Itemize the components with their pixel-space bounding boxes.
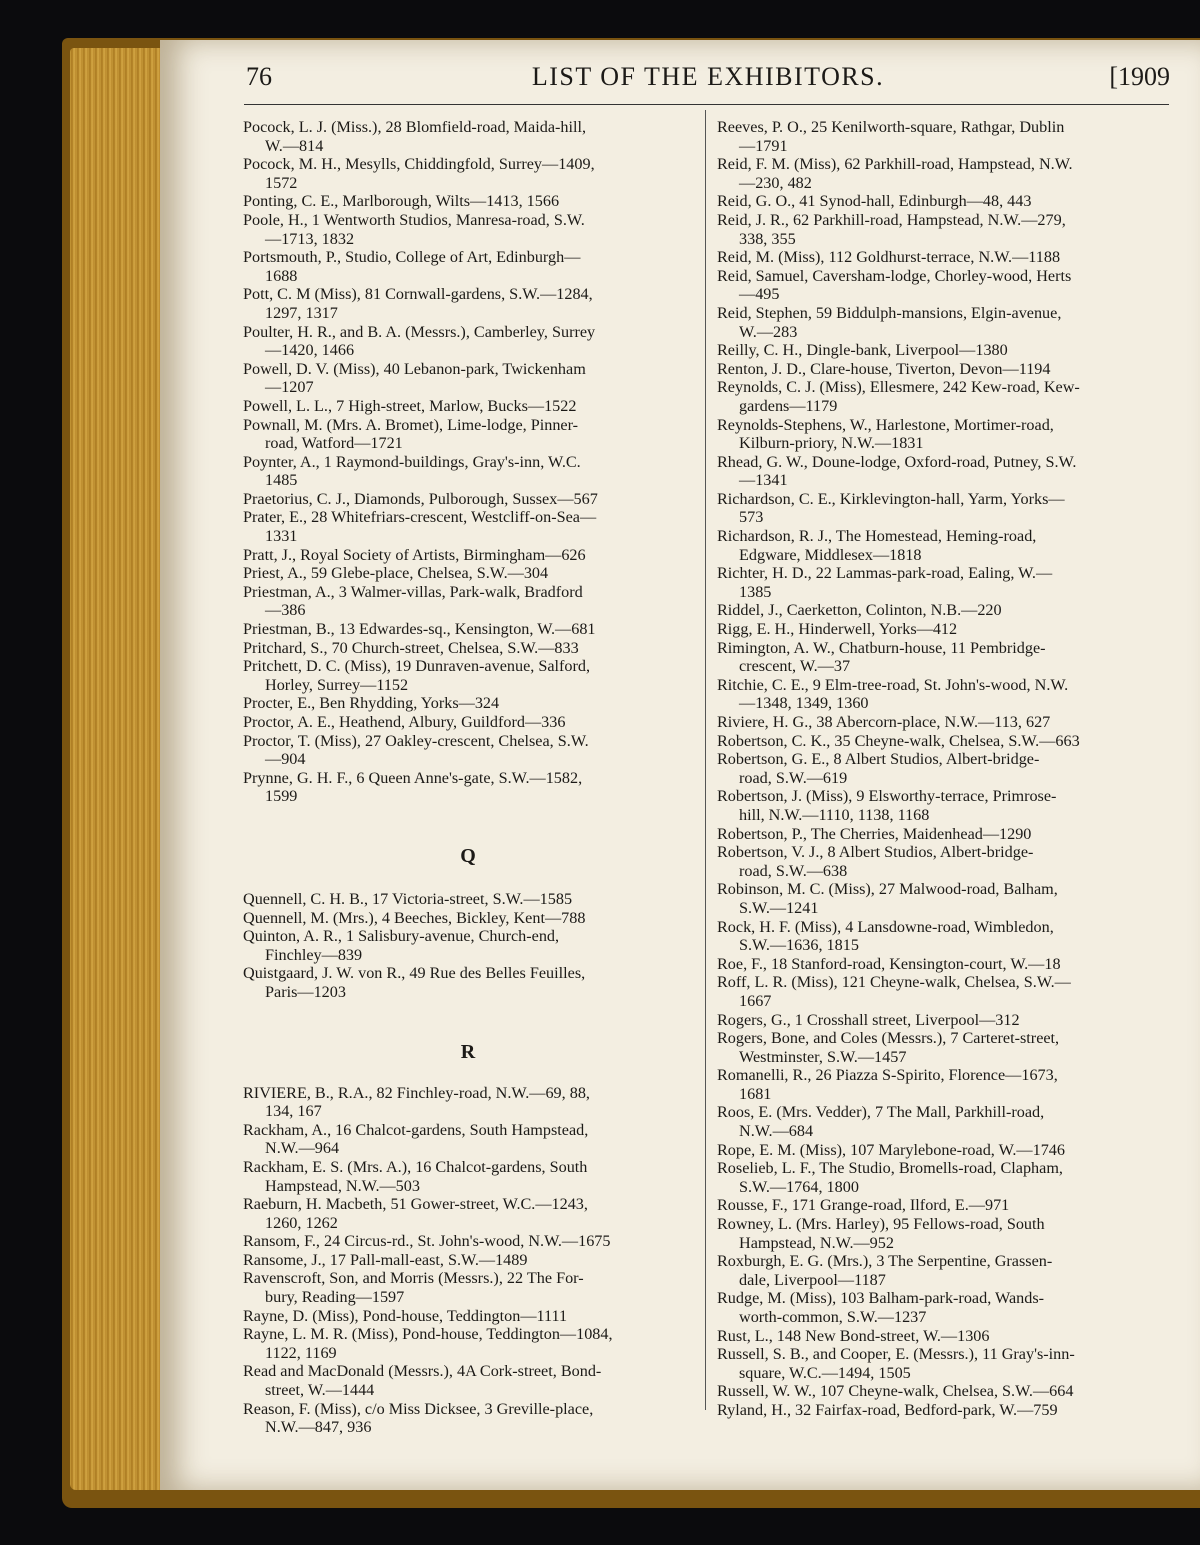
entry-continuation-line: crescent, W.—37: [739, 657, 851, 676]
exhibitor-entry: [718, 248, 1168, 267]
entry-line: Rackham, A., 16 Chalcot-gardens, South Hampstead,: [243, 1120, 589, 1139]
exhibitor-entry: [244, 964, 692, 1001]
entry-continuation-line: road, S.W.—619: [739, 768, 848, 787]
entry-line: Reid, M. (Miss), 112 Goldhurst-terrace, N.W.—1188: [717, 248, 1061, 267]
entry-line: Reynolds, C. J. (Miss), Ellesmere, 242 Kew-road, Kew-: [717, 378, 1080, 397]
entry-line: Rowney, L. (Mrs. Harley), 95 Fellows-road, South: [717, 1215, 1045, 1234]
section-heading-r: R: [460, 1040, 476, 1063]
entry-line: Quinton, A. R., 1 Salisbury-avenue, Church-end,: [243, 927, 560, 946]
exhibitor-entry: [244, 192, 692, 211]
exhibitor-entry: [244, 927, 692, 964]
exhibitor-entry: [244, 1251, 692, 1270]
exhibitor-entry: [244, 657, 692, 694]
entry-line: Priestman, A., 3 Walmer-villas, Park-walk, Bradford: [243, 582, 583, 601]
entry-line: Portsmouth, P., Studio, College of Art, Edinburgh—: [243, 248, 581, 267]
entry-line: Prater, E., 28 Whitefriars-crescent, Westcliff-on-Sea—: [243, 508, 597, 527]
entry-continuation-line: dale, Liverpool—1187: [739, 1270, 886, 1289]
entry-line: Robertson, C. K., 35 Cheyne-walk, Chelsea, S.W.—663: [717, 731, 1080, 750]
entry-continuation-line: bury, Reading—1597: [265, 1288, 405, 1307]
entry-continuation-line: square, W.C.—1494, 1505: [739, 1363, 911, 1382]
entry-line: Proctor, T. (Miss), 27 Oakley-crescent, Chelsea, S.W.: [243, 731, 589, 750]
exhibitor-entry: [718, 564, 1168, 601]
entry-line: Pocock, L. J. (Miss.), 28 Blomfield-road, Maida-hill,: [243, 118, 587, 136]
entry-continuation-line: 338, 355: [739, 229, 796, 248]
exhibitor-entry: [718, 490, 1168, 527]
entry-continuation-line: Paris—1203: [265, 982, 346, 1001]
exhibitor-entry: [244, 1362, 692, 1399]
entry-line: Ransome, J., 17 Pall-mall-east, S.W.—1489: [243, 1250, 528, 1269]
exhibitor-entry: [244, 323, 692, 360]
entry-continuation-line: hill, N.W.—1110, 1138, 1168: [739, 805, 930, 824]
entry-continuation-line: Edgware, Middlesex—1818: [739, 545, 922, 564]
exhibitor-entry: [244, 713, 692, 732]
entry-line: Roos, E. (Mrs. Vedder), 7 The Mall, Parkhill-road,: [717, 1103, 1045, 1122]
entry-line: Rock, H. F. (Miss), 4 Lansdowne-road, Wimbledon,: [717, 917, 1054, 936]
entry-continuation-line: 1122, 1169: [265, 1343, 337, 1362]
entry-continuation-line: —1713, 1832: [265, 229, 355, 248]
exhibitor-entry: [244, 453, 692, 490]
exhibitor-entry: [718, 1159, 1168, 1196]
page-number: 76: [246, 62, 272, 91]
entry-line: Reid, G. O., 41 Synod-hall, Edinburgh—48, 443: [717, 192, 1032, 211]
r-entries: [244, 1084, 692, 1437]
entry-continuation-line: —1207: [265, 378, 314, 397]
entry-line: Reid, Samuel, Caversham-lodge, Chorley-wood, Herts: [717, 266, 1072, 285]
exhibitor-entry: [244, 285, 692, 322]
entry-line: Riviere, H. G., 38 Abercorn-place, N.W.—113, 627: [717, 713, 1051, 731]
running-header: [246, 60, 1170, 100]
exhibitor-entry: [718, 843, 1168, 880]
exhibitor-entry: [244, 564, 692, 583]
exhibitor-entry: [244, 909, 692, 928]
entry-line: Rousse, F., 171 Grange-road, Ilford, E.—971: [717, 1196, 1010, 1215]
exhibitor-entry: [244, 769, 692, 806]
entry-continuation-line: 1667: [739, 991, 772, 1010]
exhibitor-entry: [718, 713, 1168, 732]
entry-line: Richardson, C. E., Kirklevington-hall, Yarm, Yorks—: [717, 489, 1065, 508]
exhibitor-entry: [718, 1401, 1168, 1420]
entry-continuation-line: worth-common, S.W.—1237: [739, 1308, 927, 1326]
entry-line: Richardson, R. J., The Homestead, Heming-road,: [717, 527, 1037, 546]
entry-continuation-line: 1297, 1317: [265, 303, 338, 322]
entry-line: Rackham, E. S. (Mrs. A.), 16 Chalcot-gardens, South: [243, 1157, 588, 1176]
exhibitor-entry: [718, 601, 1168, 620]
entry-line: Pott, C. M (Miss), 81 Cornwall-gardens, S.W.—1284,: [243, 285, 593, 304]
header-rule: [244, 104, 1169, 105]
entry-line: Richter, H. D., 22 Lammas-park-road, Ealing, W.—: [717, 564, 1053, 583]
exhibitor-entry: [244, 1400, 692, 1437]
exhibitor-entry: [244, 1325, 692, 1362]
exhibitor-entry: [244, 546, 692, 565]
entry-continuation-line: 1688: [265, 266, 298, 285]
entry-line: Poole, H., 1 Wentworth Studios, Manresa-road, S.W.: [243, 210, 585, 229]
entry-continuation-line: Horley, Surrey—1152: [265, 675, 409, 694]
exhibitor-entry: [718, 378, 1168, 415]
entry-line: Reilly, C. H., Dingle-bank, Liverpool—1380: [717, 341, 1008, 360]
entry-continuation-line: road, Watford—1721: [265, 434, 403, 453]
exhibitor-entry: [718, 1196, 1168, 1215]
entry-line: Robertson, V. J., 8 Albert Studios, Albert-bridge-: [717, 843, 1034, 862]
exhibitor-entry: [244, 1158, 692, 1195]
exhibitor-entry: [718, 527, 1168, 564]
entry-line: Powell, D. V. (Miss), 40 Lebanon-park, Twickenham: [243, 359, 586, 378]
entry-line: Rigg, E. H., Hinderwell, Yorks—412: [717, 620, 958, 639]
entry-line: Read and MacDonald (Messrs.), 4A Cork-street, Bond-: [243, 1362, 602, 1381]
entry-continuation-line: N.W.—684: [739, 1122, 814, 1141]
entry-continuation-line: —1791: [739, 136, 788, 155]
entry-continuation-line: —386: [265, 601, 306, 620]
entry-line: Raeburn, H. Macbeth, 51 Gower-street, W.C.—1243,: [243, 1195, 588, 1214]
exhibitor-entry: [718, 732, 1168, 751]
exhibitor-entry: [244, 416, 692, 453]
exhibitor-entry: [718, 1141, 1168, 1160]
entry-line: Quennell, M. (Mrs.), 4 Beeches, Bickley, Kent—788: [243, 908, 586, 927]
entry-continuation-line: 1599: [265, 787, 298, 806]
exhibitor-entry: [244, 1232, 692, 1251]
exhibitor-entry: [244, 397, 692, 416]
entry-line: Ritchie, C. E., 9 Elm-tree-road, St. John's-wood, N.W.: [717, 675, 1069, 694]
entry-line: Quennell, C. H. B., 17 Victoria-street, S.W.—1585: [243, 889, 573, 908]
exhibitor-entry: [244, 155, 692, 192]
exhibitor-entry: [718, 192, 1168, 211]
exhibitor-entry: [718, 1066, 1168, 1103]
entry-continuation-line: S.W.—1636, 1815: [739, 936, 859, 955]
entry-continuation-line: street, W.—1444: [265, 1381, 375, 1400]
exhibitor-entry: [718, 825, 1168, 844]
entry-continuation-line: Hampstead, N.W.—952: [739, 1233, 894, 1252]
r-entries-continued: [718, 118, 1168, 1420]
exhibitor-entry: [718, 918, 1168, 955]
exhibitor-entry: [244, 639, 692, 658]
entry-continuation-line: 1331: [265, 527, 298, 546]
exhibitor-entry: [244, 360, 692, 397]
entry-continuation-line: S.W.—1764, 1800: [739, 1177, 859, 1196]
exhibitor-entry: [244, 248, 692, 285]
entry-continuation-line: 1681: [739, 1084, 772, 1103]
entry-line: Rayne, L. M. R. (Miss), Pond-house, Teddington—1084,: [243, 1325, 613, 1344]
exhibitor-entry: [244, 732, 692, 769]
left-column: [244, 118, 692, 1437]
entry-continuation-line: road, S.W.—638: [739, 861, 848, 880]
exhibitor-entry: [718, 1011, 1168, 1030]
entry-continuation-line: Hampstead, N.W.—503: [265, 1176, 420, 1195]
entry-line: Rust, L., 148 New Bond-street, W.—1306: [717, 1326, 990, 1345]
entry-line: Pownall, M. (Mrs. A. Bromet), Lime-lodge, Pinner-: [243, 415, 579, 434]
entry-line: Pritchard, S., 70 Church-street, Chelsea, S.W.—833: [243, 638, 579, 657]
exhibitor-entry: [718, 750, 1168, 787]
entry-continuation-line: 134, 167: [265, 1102, 322, 1121]
entry-line: Ravenscroft, Son, and Morris (Messrs.), 22 The For-: [243, 1269, 584, 1288]
entry-continuation-line: 573: [739, 508, 764, 527]
entry-line: Reid, F. M. (Miss), 62 Parkhill-road, Hampstead, N.W.: [717, 155, 1073, 174]
exhibitor-entry: [718, 1289, 1168, 1326]
entry-line: Riddel, J., Caerketton, Colinton, N.B.—220: [717, 601, 1002, 620]
entry-line: Priest, A., 59 Glebe-place, Chelsea, S.W.—304: [243, 564, 549, 583]
exhibitor-entry: [244, 694, 692, 713]
entry-continuation-line: Westminster, S.W.—1457: [739, 1047, 907, 1066]
exhibitor-entry: [244, 583, 692, 620]
exhibitor-entry: [718, 880, 1168, 917]
right-column: [718, 118, 1168, 1420]
exhibitor-entry: [718, 787, 1168, 824]
entry-line: Robertson, G. E., 8 Albert Studios, Albert-bridge-: [717, 750, 1040, 769]
entry-line: Rogers, G., 1 Crosshall street, Liverpool—312: [717, 1010, 1020, 1029]
exhibitor-entry: [244, 1195, 692, 1232]
q-entries: [244, 890, 692, 1002]
exhibitor-entry: [718, 1029, 1168, 1066]
entry-continuation-line: —1341: [739, 471, 788, 490]
page-title: LIST OF THE EXHIBITORS.: [531, 62, 885, 91]
entry-line: Pratt, J., Royal Society of Artists, Birmingham—626: [243, 545, 586, 564]
exhibitor-entry: [718, 360, 1168, 379]
exhibitor-entry: [244, 1269, 692, 1306]
entry-line: Rudge, M. (Miss), 103 Balham-park-road, Wands-: [717, 1289, 1045, 1308]
exhibitor-entry: [244, 211, 692, 248]
exhibitor-entry: [718, 1103, 1168, 1140]
entry-continuation-line: 1260, 1262: [265, 1213, 338, 1232]
entry-line: Pocock, M. H., Mesylls, Chiddingfold, Surrey—1409,: [243, 155, 595, 174]
entry-continuation-line: 1572: [265, 173, 298, 192]
exhibitor-entry: [718, 1215, 1168, 1252]
entry-continuation-line: Finchley—839: [265, 945, 363, 964]
exhibitor-entry: [718, 1327, 1168, 1346]
entry-line: Proctor, A. E., Heathend, Albury, Guildford—336: [243, 713, 566, 731]
entry-line: Reynolds-Stephens, W., Harlestone, Mortimer-road,: [717, 415, 1054, 434]
entry-continuation-line: 1485: [265, 471, 298, 490]
entry-line: Priestman, B., 13 Edwardes-sq., Kensington, W.—681: [243, 620, 596, 639]
exhibitor-entry: [718, 1252, 1168, 1289]
entry-line: Rhead, G. W., Doune-lodge, Oxford-road, Putney, S.W.: [717, 452, 1077, 471]
entry-continuation-line: W.—814: [265, 136, 324, 155]
exhibitor-entry: [244, 490, 692, 509]
entry-line: Reid, J. R., 62 Parkhill-road, Hampstead, N.W.—279,: [717, 210, 1066, 229]
entry-line: Poynter, A., 1 Raymond-buildings, Gray's-inn, W.C.: [243, 452, 581, 471]
exhibitor-entry: [244, 508, 692, 545]
exhibitor-entry: [244, 620, 692, 639]
entry-continuation-line: N.W.—964: [265, 1139, 340, 1158]
year-label: [1909: [1109, 62, 1170, 91]
entry-line: RIVIERE, B., R.A., 82 Finchley-road, N.W.—69, 88,: [243, 1083, 590, 1102]
exhibitor-entry: [718, 973, 1168, 1010]
exhibitor-entry: [718, 118, 1168, 155]
entry-line: Ransom, F., 24 Circus-rd., St. John's-wood, N.W.—1675: [243, 1232, 611, 1251]
exhibitor-entry: [718, 304, 1168, 341]
exhibitor-entry: [718, 341, 1168, 360]
entry-continuation-line: —230, 482: [739, 173, 812, 192]
entry-line: Robertson, P., The Cherries, Maidenhead—1290: [717, 824, 1032, 843]
exhibitor-entry: [244, 118, 692, 155]
entry-line: Reason, F. (Miss), c/o Miss Dicksee, 3 Greville-place,: [243, 1399, 594, 1418]
column-divider: [705, 110, 706, 1410]
entry-line: Rogers, Bone, and Coles (Messrs.), 7 Carteret-street,: [717, 1029, 1060, 1048]
exhibitor-entry: [244, 1307, 692, 1326]
entry-continuation-line: 1385: [739, 582, 772, 601]
entry-line: Robinson, M. C. (Miss), 27 Malwood-road, Balham,: [717, 880, 1058, 899]
entry-line: Reid, Stephen, 59 Biddulph-mansions, Elgin-avenue,: [717, 303, 1062, 322]
entry-continuation-line: —1420, 1466: [265, 341, 355, 360]
exhibitor-entry: [718, 453, 1168, 490]
entry-line: Renton, J. D., Clare-house, Tiverton, Devon—1194: [717, 359, 1051, 378]
entry-continuation-line: —904: [265, 750, 306, 769]
entry-line: Rope, E. M. (Miss), 107 Marylebone-road, W.—1746: [717, 1140, 1065, 1159]
entry-line: Quistgaard, J. W. von R., 49 Rue des Belles Feuilles,: [243, 964, 586, 983]
entry-continuation-line: S.W.—1241: [739, 898, 819, 917]
exhibitor-entry: [718, 155, 1168, 192]
entry-line: Prynne, G. H. F., 6 Queen Anne's-gate, S.W.—1582,: [243, 768, 583, 787]
exhibitor-entry: [718, 416, 1168, 453]
entry-line: Russell, W. W., 107 Cheyne-walk, Chelsea, S.W.—664: [717, 1382, 1074, 1401]
entry-continuation-line: Kilburn-priory, N.W.—1831: [739, 434, 924, 453]
exhibitor-entry: [244, 890, 692, 909]
entry-line: Robertson, J. (Miss), 9 Elsworthy-terrace, Primrose-: [717, 787, 1057, 806]
exhibitor-entry: [718, 955, 1168, 974]
entry-line: Romanelli, R., 26 Piazza S-Spirito, Florence—1673,: [717, 1066, 1058, 1085]
exhibitor-entry: [718, 639, 1168, 676]
p-entries: [244, 118, 692, 806]
exhibitor-entry: [244, 1121, 692, 1158]
entry-continuation-line: N.W.—847, 936: [265, 1418, 372, 1437]
entry-continuation-line: W.—283: [739, 322, 798, 341]
entry-continuation-line: —495: [739, 285, 780, 304]
exhibitor-entry: [718, 676, 1168, 713]
entry-line: Roxburgh, E. G. (Mrs.), 3 The Serpentine, Grassen-: [717, 1252, 1053, 1271]
entry-line: Roselieb, L. F., The Studio, Bromells-road, Clapham,: [717, 1159, 1063, 1178]
entry-line: Reeves, P. O., 25 Kenilworth-square, Rathgar, Dublin: [717, 118, 1065, 136]
exhibitor-entry: [244, 1084, 692, 1121]
exhibitor-entry: [718, 620, 1168, 639]
entry-continuation-line: gardens—1179: [739, 396, 838, 415]
section-heading-q: Q: [460, 844, 476, 867]
entry-line: Ryland, H., 32 Fairfax-road, Bedford-park, W.—759: [717, 1400, 1058, 1419]
entry-line: Roff, L. R. (Miss), 121 Cheyne-walk, Chelsea, S.W.—: [717, 973, 1071, 992]
exhibitor-entry: [718, 211, 1168, 248]
exhibitor-entry: [718, 1382, 1168, 1401]
entry-line: Rayne, D. (Miss), Pond-house, Teddington—1111: [243, 1306, 568, 1325]
entry-line: Powell, L. L., 7 High-street, Marlow, Bucks—1522: [243, 396, 577, 415]
entry-line: Pritchett, D. C. (Miss), 19 Dunraven-avenue, Salford,: [243, 657, 591, 676]
entry-line: Praetorius, C. J., Diamonds, Pulborough, Sussex—567: [243, 489, 598, 508]
entry-continuation-line: —1348, 1349, 1360: [739, 694, 869, 713]
exhibitor-entry: [718, 1345, 1168, 1382]
entry-line: Ponting, C. E., Marlborough, Wilts—1413, 1566: [243, 192, 560, 211]
entry-line: Russell, S. B., and Cooper, E. (Messrs.), 11 Gray's-inn-: [717, 1345, 1075, 1364]
exhibitor-entry: [718, 267, 1168, 304]
entry-line: Procter, E., Ben Rhydding, Yorks—324: [243, 694, 500, 713]
entry-line: Poulter, H. R., and B. A. (Messrs.), Camberley, Surrey: [243, 322, 596, 341]
entry-line: Rimington, A. W., Chatburn-house, 11 Pembridge-: [717, 638, 1046, 657]
entry-line: Roe, F., 18 Stanford-road, Kensington-court, W.—18: [717, 954, 1061, 973]
